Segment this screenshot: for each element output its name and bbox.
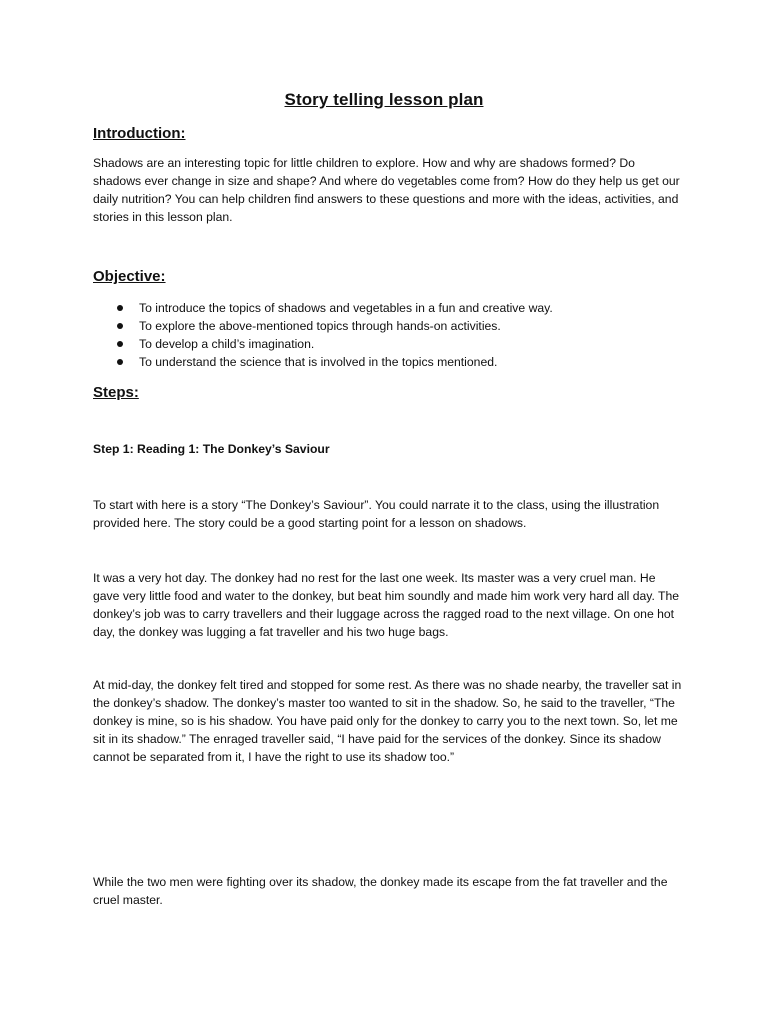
- objective-item-text: To explore the above-mentioned topics through hands-on activities.: [139, 319, 501, 333]
- story-paragraph-2: At mid-day, the donkey felt tired and stopped for some rest. As there was no shade nearby, the traveller sat in the donkey’s shadow. The donkey’s master too wanted to sit in the shadow. So, he said to the traveller, “The donkey is mine, so is his shadow. You have paid only for the donkey to carry you to the next town. So, let me sit in its shadow.” The enraged traveller said, “I have paid for the services of the donkey. Since its shadow cannot be separated from it, I have the right to use its shadow too.”: [93, 678, 682, 764]
- objective-list: [93, 299, 693, 371]
- bullet-icon: [117, 341, 123, 347]
- objective-item-text: To develop a child’s imagination.: [139, 337, 315, 351]
- objective-item: [93, 353, 693, 371]
- objective-item: [93, 299, 693, 317]
- objective-item-text: To introduce the topics of shadows and vegetables in a fun and creative way.: [139, 301, 553, 315]
- step1-title: Step 1: Reading 1: The Donkey’s Saviour: [93, 442, 330, 456]
- bullet-icon: [117, 323, 123, 329]
- story-paragraph-1: It was a very hot day. The donkey had no rest for the last one week. Its master was a very cruel man. He gave very little food and water to the donkey, but beat him soundly and made him work very hard all day. The donkey’s job was to carry travellers and their luggage across the ragged road to the next village. On one hot day, the donkey was lugging a fat traveller and his two huge bags.: [93, 571, 679, 639]
- objective-item-text: To understand the science that is involved in the topics mentioned.: [139, 355, 498, 369]
- story-paragraph-intro: To start with here is a story “The Donkey’s Saviour”. You could narrate it to the class, using the illustration provided here. The story could be a good starting point for a lesson on shadows.: [93, 498, 660, 530]
- introduction-paragraph: Shadows are an interesting topic for little children to explore. How and why are shadows formed? Do shadows ever change in size and shape? And where do vegetables come from? How do they help us get our daily nutrition? You can help children find answers to these questions and more with the ideas, activities, and stories in this lesson plan.: [93, 156, 680, 224]
- objective-item: [93, 335, 693, 353]
- introduction-heading: Introduction:: [93, 125, 186, 142]
- objective-heading: Objective:: [93, 268, 166, 285]
- bullet-icon: [117, 359, 123, 365]
- page-title: Story telling lesson plan: [284, 90, 484, 109]
- story-paragraph-3: While the two men were fighting over its shadow, the donkey made its escape from the fat traveller and the cruel master.: [93, 875, 668, 907]
- steps-heading: Steps:: [93, 384, 139, 401]
- objective-item: [93, 317, 693, 335]
- bullet-icon: [117, 305, 123, 311]
